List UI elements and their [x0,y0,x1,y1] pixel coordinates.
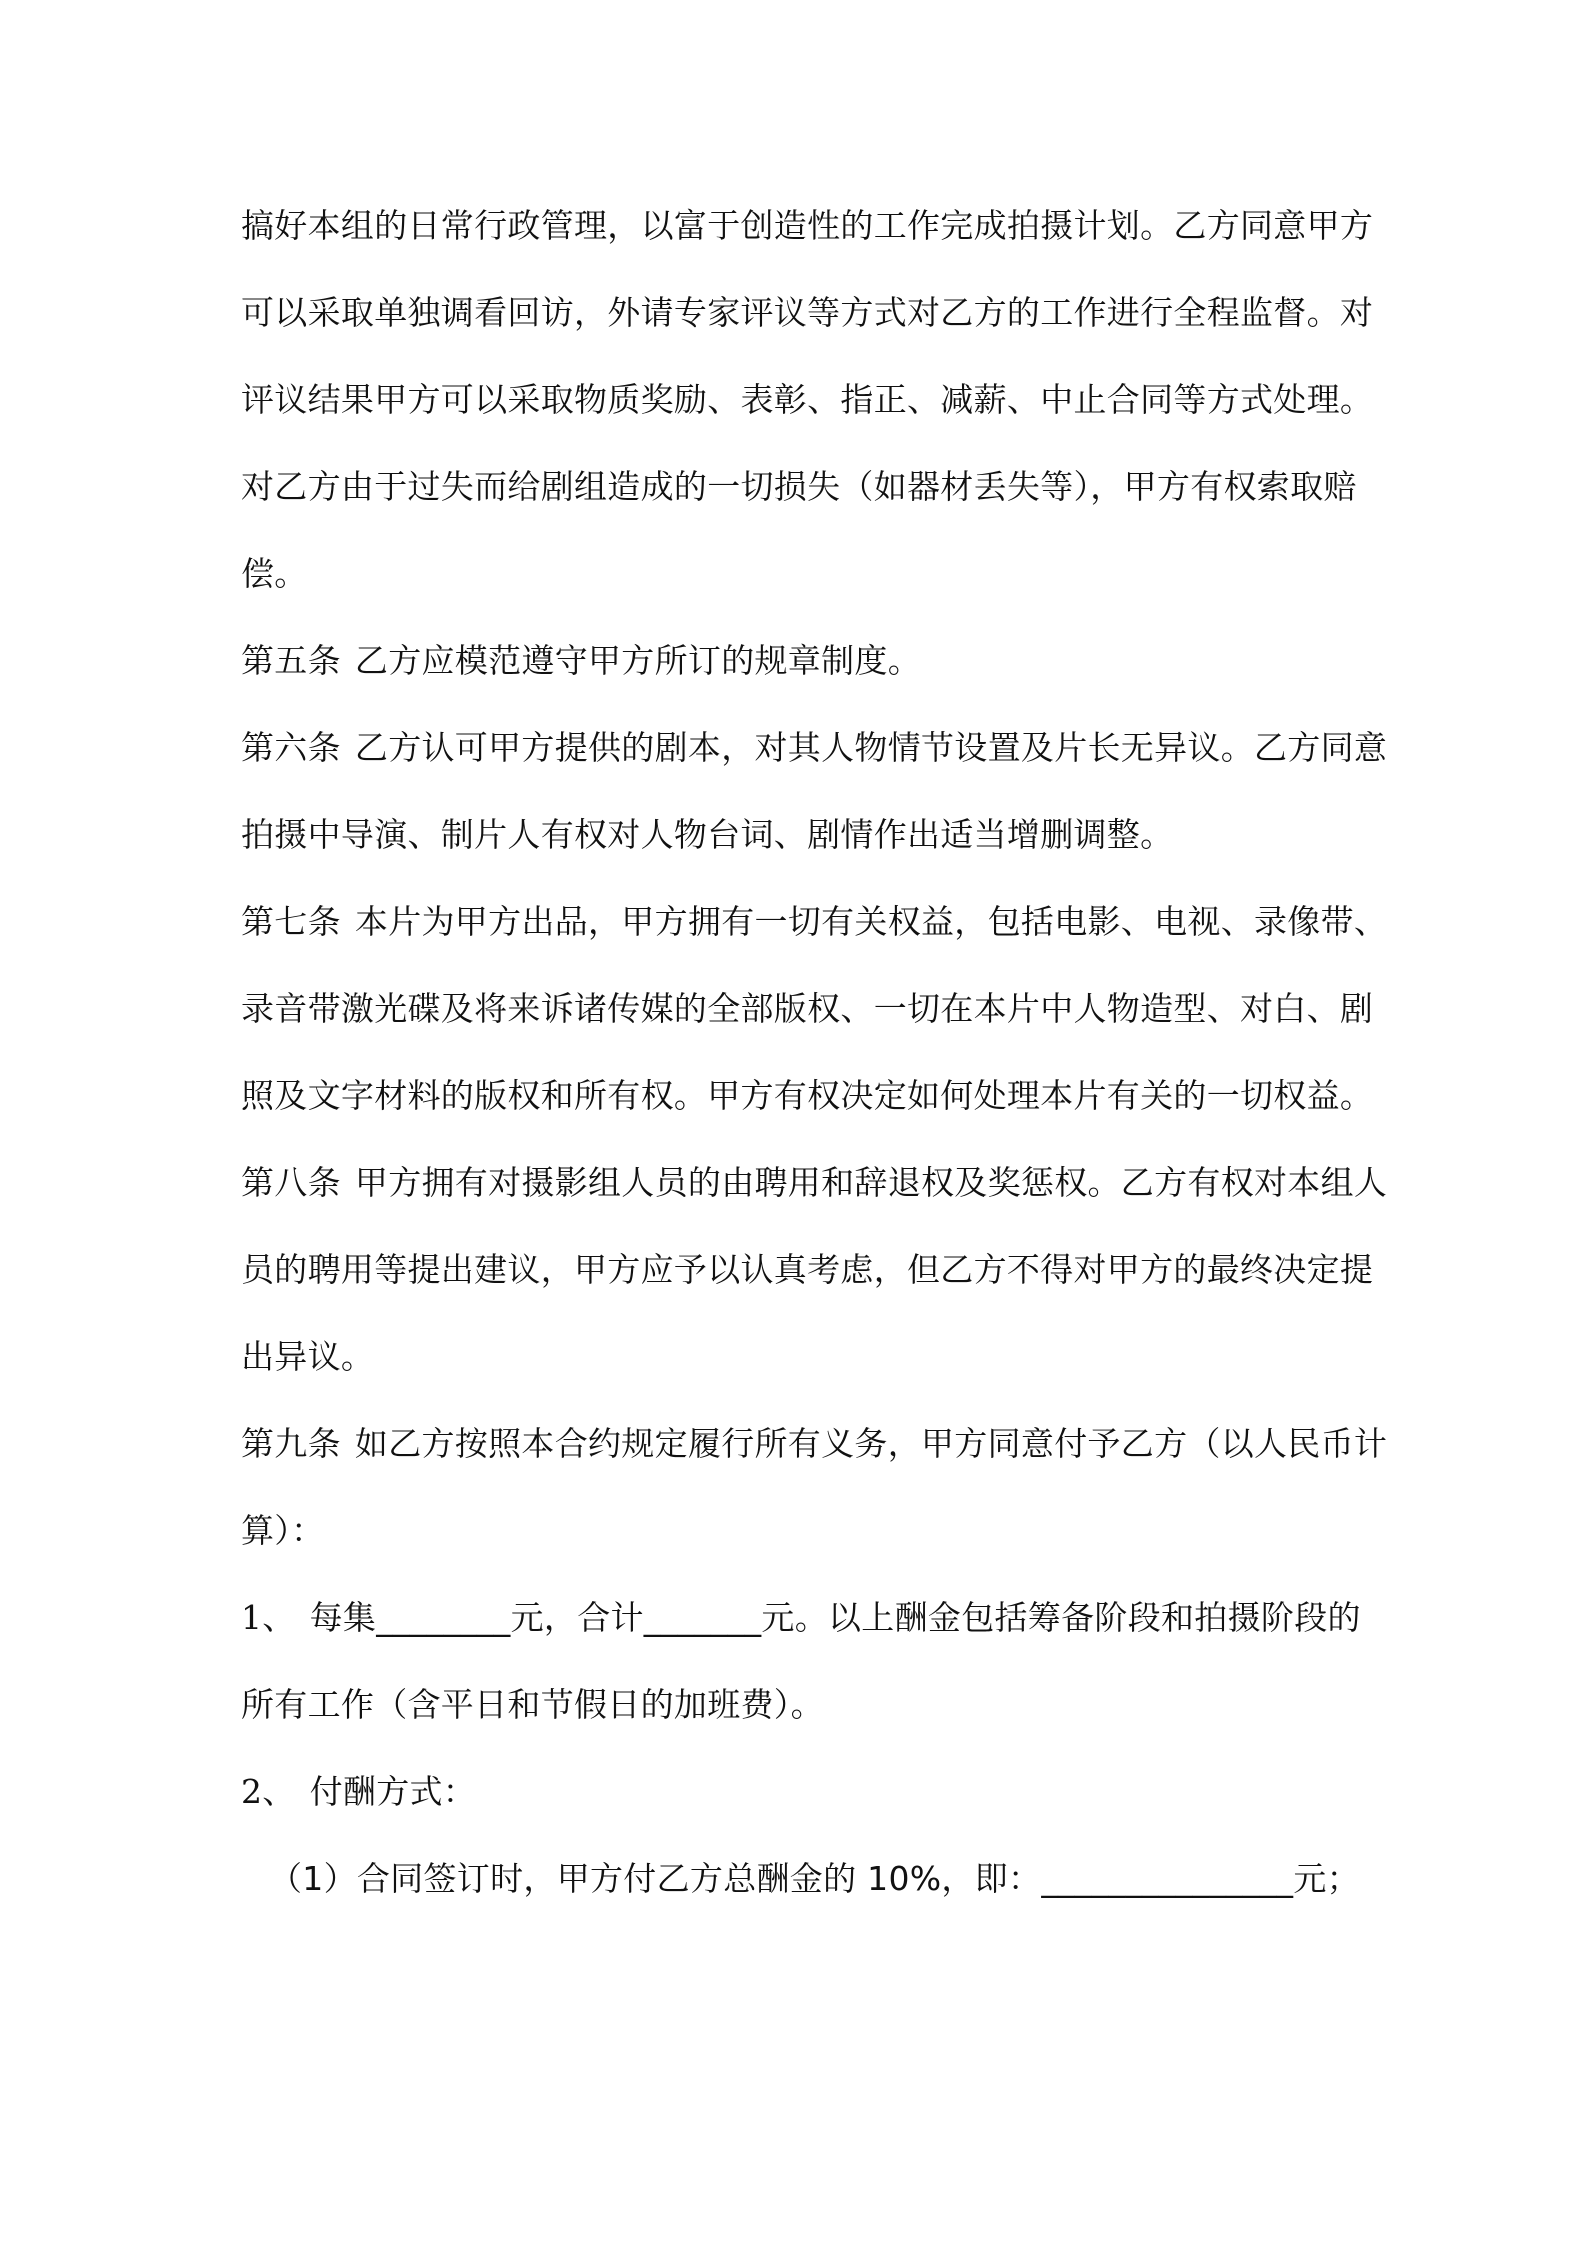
article-text: 本片为甲方出品，甲方拥有一切有关权益，包括电影、电视、录像带、 [354,902,1388,941]
article-label: 第九条 [241,1424,341,1463]
article-text: 乙方应模范遵守甲方所订的规章制度。 [354,641,922,680]
document-body [241,182,1388,1922]
article-9 [241,1400,1388,1487]
text-line: 员的聘用等提出建议，甲方应予以认真考虑，但乙方不得对甲方的最终决定提 [241,1250,1374,1289]
article-label: 第八条 [241,1163,341,1202]
item-text: 每集________元，合计_______元。以上酬金包括筹备阶段和拍摄阶段的 [309,1598,1361,1637]
text-line: 所有工作（含平日和节假日的加班费）。 [241,1685,824,1724]
article-6 [241,704,1388,791]
item-1 [241,1574,1361,1661]
article-7 [241,878,1388,965]
text-line: 算）： [241,1511,325,1550]
article-text: 如乙方按照本合约规定履行所有义务，甲方同意付予乙方（以人民币计 [354,1424,1388,1463]
item-label: 2、 [241,1772,296,1811]
article-5 [241,617,1351,704]
text-line: 出异议。 [241,1337,375,1376]
text-line: 偿。 [241,554,308,593]
text-line: 对乙方由于过失而给剧组造成的一切损失（如器材丢失等），甲方有权索取赔 [241,467,1357,506]
article-label: 第七条 [241,902,341,941]
text-line: 照及文字材料的版权和所有权。甲方有权决定如何处理本片有关的一切权益。 [241,1076,1374,1115]
text-line: 可以采取单独调看回访，外请专家评议等方式对乙方的工作进行全程监督。对 [241,293,1374,332]
article-text: 乙方认可甲方提供的剧本，对其人物情节设置及片长无异议。乙方同意 [354,728,1388,767]
text-line: 评议结果甲方可以采取物质奖励、表彰、指正、减薪、中止合同等方式处理。 [241,380,1374,419]
item-2 [241,1748,1351,1835]
item-text: 付酬方式： [309,1772,477,1811]
article-label: 第六条 [241,728,341,767]
article-label: 第五条 [241,641,341,680]
article-text: 甲方拥有对摄影组人员的由聘用和辞退权及奖惩权。乙方有权对本组人 [354,1163,1388,1202]
sub-item-1: （1）合同签订时，甲方付乙方总酬金的 10%，即：_______________元； [269,1859,1360,1898]
text-line: 拍摄中导演、制片人有权对人物台词、剧情作出适当增删调整。 [241,815,1174,854]
item-label: 1、 [241,1598,296,1637]
text-line: 录音带激光碟及将来诉诸传媒的全部版权、一切在本片中人物造型、对白、剧 [241,989,1374,1028]
text-line: 搞好本组的日常行政管理，以富于创造性的工作完成拍摄计划。乙方同意甲方 [241,206,1374,245]
article-8 [241,1139,1388,1226]
